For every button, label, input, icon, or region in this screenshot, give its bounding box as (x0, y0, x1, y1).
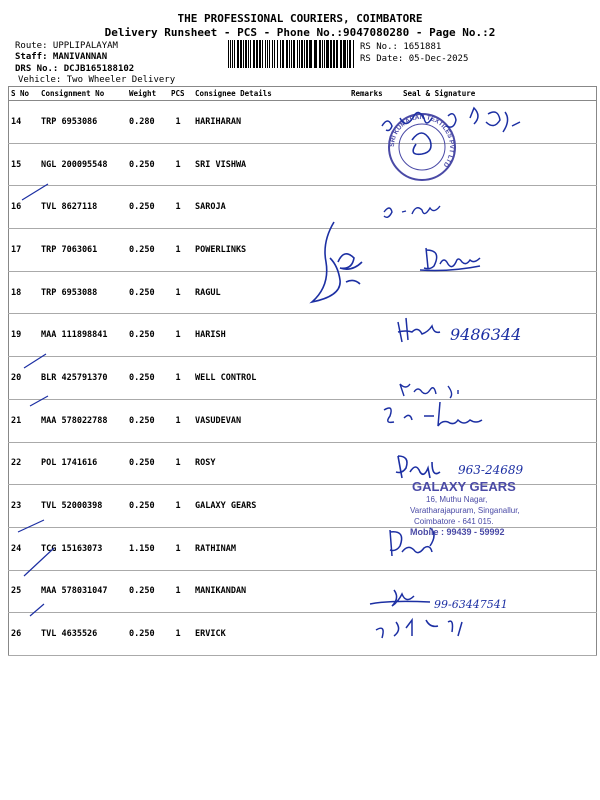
cell-sno: 14 (9, 101, 40, 144)
galaxy-stamp-line1: 16, Muthu Nagar, (426, 495, 488, 504)
handwritten-number-row19: 9486344 (450, 325, 522, 344)
cell-pcs: 1 (169, 442, 187, 485)
cell-remarks (349, 485, 401, 528)
col-header-weight: Weight (127, 87, 169, 101)
runsheet-table (8, 86, 597, 656)
cell-consignee: MANIKANDAN (187, 570, 349, 613)
barcode-bar (267, 40, 268, 68)
cell-sno: 24 (9, 527, 40, 570)
cell-consignment: POL 1741616 (39, 442, 127, 485)
cell-remarks (349, 570, 401, 613)
cell-consignee: SRI VISHWA (187, 143, 349, 186)
table-row (9, 271, 597, 314)
route-label: Route: UPPLIPALAYAM (15, 41, 118, 51)
barcode-bar (297, 40, 298, 68)
cell-pcs: 1 (169, 229, 187, 272)
table-row (9, 570, 597, 613)
cell-weight: 1.150 (127, 527, 169, 570)
cell-consignment: TVL 52000398 (39, 485, 127, 528)
cell-consignee: ERVICK (187, 613, 349, 656)
cell-weight: 0.250 (127, 314, 169, 357)
cell-consignment: TRP 6953088 (39, 271, 127, 314)
cell-sno: 21 (9, 399, 40, 442)
barcode-bar (291, 40, 292, 68)
barcode-bar (248, 40, 249, 68)
cell-consignee: WELL CONTROL (187, 357, 349, 400)
cell-remarks (349, 229, 401, 272)
cell-sno: 15 (9, 143, 40, 186)
cell-seal (401, 271, 597, 314)
barcode-bar (280, 40, 281, 68)
galaxy-stamp-line3: Coimbatore - 641 015. (414, 517, 494, 526)
cell-weight: 0.250 (127, 186, 169, 229)
table-row (9, 527, 597, 570)
barcode-bar (277, 40, 278, 68)
barcode-bar (289, 40, 290, 68)
rs-number: RS No.: 1651881 (360, 42, 442, 52)
cell-consignment: TRP 6953086 (39, 101, 127, 144)
col-header-seal: Seal & Signature (401, 87, 597, 101)
cell-seal (401, 357, 597, 400)
table-row (9, 229, 597, 272)
runsheet-subtitle: Delivery Runsheet - PCS - Phone No.:9047080280 - Page No.:2 (104, 26, 496, 39)
cell-sno: 18 (9, 271, 40, 314)
vehicle-label: Vehicle: Two Wheeler Delivery (18, 75, 176, 85)
barcode-bar (353, 40, 354, 68)
table-row (9, 314, 597, 357)
cell-pcs: 1 (169, 271, 187, 314)
cell-consignment: TVL 8627118 (39, 186, 127, 229)
barcode-bar (304, 40, 305, 68)
barcode-bar (319, 40, 321, 68)
barcode-bar (234, 40, 235, 68)
cell-consignment: NGL 200095548 (39, 143, 127, 186)
col-header-sno: S No (9, 87, 40, 101)
cell-consignee: HARIHARAN (187, 101, 349, 144)
cell-pcs: 1 (169, 101, 187, 144)
round-seal-text: SRI KUMARAN TEXTILES PVT LTD (388, 113, 456, 169)
col-header-consignment: Consignment No (39, 87, 127, 101)
cell-consignment: MAA 111898841 (39, 314, 127, 357)
cell-remarks (349, 143, 401, 186)
cell-consignment: MAA 578022788 (39, 399, 127, 442)
barcode-bar (262, 40, 263, 68)
barcode-bar (282, 40, 284, 68)
handwritten-number-row26: 99-63447541 (434, 598, 508, 611)
galaxy-stamp-line2: Varatharajapuram, Singanallur, (410, 506, 520, 515)
barcode-bar (314, 40, 317, 68)
barcode-bar (253, 40, 255, 68)
cell-sno: 16 (9, 186, 40, 229)
cell-remarks (349, 314, 401, 357)
cell-remarks (349, 399, 401, 442)
cell-seal (401, 101, 597, 144)
barcode-bar (336, 40, 338, 68)
barcode-bar (272, 40, 273, 68)
barcode-bar (326, 40, 329, 68)
cell-pcs: 1 (169, 186, 187, 229)
cell-pcs: 1 (169, 314, 187, 357)
barcode-bar (340, 40, 342, 68)
barcode-bar (349, 40, 351, 68)
col-header-remarks: Remarks (349, 87, 401, 101)
cell-consignee: RATHINAM (187, 527, 349, 570)
table-row (9, 186, 597, 229)
cell-seal (401, 570, 597, 613)
cell-sno: 22 (9, 442, 40, 485)
cell-sno: 20 (9, 357, 40, 400)
cell-seal (401, 399, 597, 442)
table-row (9, 357, 597, 400)
cell-remarks (349, 442, 401, 485)
table-row (9, 399, 597, 442)
cell-pcs: 1 (169, 143, 187, 186)
cell-sno: 17 (9, 229, 40, 272)
cell-weight: 0.250 (127, 570, 169, 613)
col-header-pcs: PCS (169, 87, 187, 101)
cell-consignment: BLR 425791370 (39, 357, 127, 400)
cell-consignment: TCG 15163073 (39, 527, 127, 570)
galaxy-stamp-name: GALAXY GEARS (412, 479, 516, 494)
barcode-bar (230, 40, 231, 68)
barcode-bar (306, 40, 308, 68)
barcode-bar (330, 40, 332, 68)
cell-sno: 26 (9, 613, 40, 656)
cell-consignee: GALAXY GEARS (187, 485, 349, 528)
cell-weight: 0.250 (127, 357, 169, 400)
cell-remarks (349, 527, 401, 570)
cell-consignee: ROSY (187, 442, 349, 485)
cell-consignee: RAGUL (187, 271, 349, 314)
barcode-bar (322, 40, 323, 68)
barcode-bar (232, 40, 233, 68)
cell-sno: 19 (9, 314, 40, 357)
galaxy-stamp-mobile: Mobile : 99439 - 59992 (410, 527, 505, 537)
cell-seal (401, 186, 597, 229)
cell-seal (401, 143, 597, 186)
cell-pcs: 1 (169, 613, 187, 656)
cell-weight: 0.250 (127, 229, 169, 272)
cell-weight: 0.280 (127, 101, 169, 144)
cell-remarks (349, 101, 401, 144)
barcode-bar (237, 40, 239, 68)
table-row (9, 613, 597, 656)
cell-consignee: HARISH (187, 314, 349, 357)
cell-remarks (349, 357, 401, 400)
cell-consignment: TVL 4635526 (39, 613, 127, 656)
handwritten-number-row23: 963-24689 (458, 463, 524, 477)
staff-label: Staff: MANIVANNAN (15, 52, 108, 62)
barcode-bar (309, 40, 312, 68)
cell-weight: 0.250 (127, 613, 169, 656)
cell-weight: 0.250 (127, 143, 169, 186)
barcode-bar (265, 40, 266, 68)
barcode-bar (243, 40, 244, 68)
barcode-bar (301, 40, 303, 68)
cell-weight: 0.250 (127, 271, 169, 314)
cell-pcs: 1 (169, 570, 187, 613)
cell-pcs: 1 (169, 357, 187, 400)
cell-sno: 25 (9, 570, 40, 613)
barcode-bar (324, 40, 325, 68)
cell-remarks (349, 613, 401, 656)
barcode-bar (286, 40, 288, 68)
table-header-row (9, 87, 597, 101)
cell-weight: 0.250 (127, 399, 169, 442)
cell-seal (401, 229, 597, 272)
cell-weight: 0.250 (127, 442, 169, 485)
cell-weight: 0.250 (127, 485, 169, 528)
cell-pcs: 1 (169, 527, 187, 570)
barcode-bar (274, 40, 275, 68)
barcode-bar (333, 40, 335, 68)
barcode-bar (343, 40, 346, 68)
barcode-bar (269, 40, 270, 68)
cell-consignee: SAROJA (187, 186, 349, 229)
barcode-bar (347, 40, 348, 68)
cell-consignment: TRP 7063061 (39, 229, 127, 272)
table-row (9, 101, 597, 144)
cell-consignment: MAA 578031047 (39, 570, 127, 613)
cell-consignee: POWERLINKS (187, 229, 349, 272)
barcode-bar (245, 40, 247, 68)
cell-consignee: VASUDEVAN (187, 399, 349, 442)
cell-remarks (349, 186, 401, 229)
table-row (9, 143, 597, 186)
cell-seal (401, 613, 597, 656)
cell-pcs: 1 (169, 399, 187, 442)
col-header-consignee: Consignee Details (187, 87, 349, 101)
barcode-bar (293, 40, 295, 68)
cell-pcs: 1 (169, 485, 187, 528)
company-title: THE PROFESSIONAL COURIERS, COIMBATORE (177, 12, 423, 25)
cell-sno: 23 (9, 485, 40, 528)
barcode-bar (256, 40, 258, 68)
barcode-bar (299, 40, 300, 68)
cell-seal (401, 314, 597, 357)
barcode (228, 40, 354, 68)
barcode-bar (259, 40, 261, 68)
rs-date: RS Date: 05-Dec-2025 (360, 54, 469, 64)
drs-number: DRS No.: DCJB165188102 (15, 64, 135, 74)
barcode-bar (240, 40, 242, 68)
cell-remarks (349, 271, 401, 314)
barcode-bar (250, 40, 251, 68)
barcode-bar (228, 40, 229, 68)
